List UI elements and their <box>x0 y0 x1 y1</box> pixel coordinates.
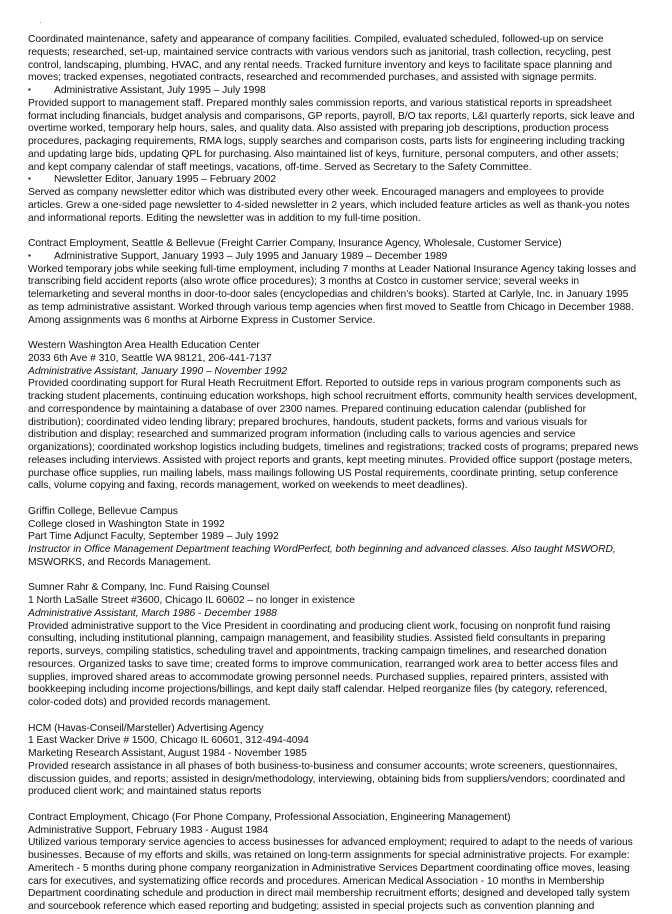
text-line <box>28 442 656 455</box>
line-text: supplies, improved shared areas to accommodate growing personnel needs. Purchased supplies, repaired printers, assisted with <box>28 671 609 683</box>
text-line <box>28 391 656 404</box>
line-text: format including financials, budget analysis and comparisons, GP reports, payroll, B/O tax reports, L&I quarterly reports, sick leave and <box>28 110 635 122</box>
text-line <box>28 850 656 863</box>
line-text: Provided support to management staff. Prepared monthly sales commission reports, and various statistical reports in spreadsheet <box>28 97 612 109</box>
text-line <box>28 238 656 251</box>
text-line <box>28 684 656 697</box>
line-text: color-coded dots) and provided records management. <box>28 697 271 708</box>
text-line <box>28 429 656 442</box>
text-line <box>28 34 656 47</box>
line-text: procedures, packaging requirements, RMA logs, supply searches and comparison costs, parts lists for engineering including tracking <box>28 136 625 147</box>
line-text: Instructor in Office Management Department teaching WordPerfect, both beginning and advanced classes. Also taught MSWORD, <box>28 544 616 555</box>
line-text: and updating large bids, updating QPL for purchasing. Also maintained list of keys, furniture, personal computers, and other assets; <box>28 148 619 160</box>
line-text: 1 East Wacker Drive # 1500, Chicago IL 60601, 312-494-4094 <box>28 735 309 747</box>
line-text: Sumner Rahr & Company, Inc. Fund Raising Counsel <box>28 582 270 594</box>
line-text: moves; tracked expenses, negotiated contracts, researched and recommended purchases, and assisted with signage permits. <box>28 72 597 84</box>
text-line <box>28 123 656 136</box>
text-line <box>28 417 656 430</box>
line-text: control, landscaping, plumbing, HVAC, and any rental needs. Tracked furniture inventory and keys to facilitate space planning and <box>28 59 613 71</box>
text-line <box>28 60 656 73</box>
text-line <box>28 812 656 825</box>
text-line <box>28 735 656 748</box>
text-line <box>28 136 656 149</box>
section-spacer <box>28 493 656 506</box>
line-text: organizations); coordinated workshop logistics including budgets, timelines and registrations; tracked costs of programs; prepared news <box>28 442 639 453</box>
line-text: calls, volume copying and faxing, records management, worked on weekends to meet deadlines). <box>28 480 468 492</box>
bullet-item <box>28 174 656 187</box>
line-text: requests; researched, set-up, maintained service contracts with various vendors such as janitorial, trash collection, recycling, pest <box>28 46 611 58</box>
resume-section <box>28 238 656 327</box>
text-line <box>28 672 656 685</box>
line-text: MSWORKS, and Records Management. <box>28 556 211 568</box>
line-text: 2033 6th Ave # 310, Seattle WA 98121, 206-441-7137 <box>28 352 272 364</box>
text-line <box>28 200 656 213</box>
text-line <box>28 633 656 646</box>
resume-section <box>28 34 656 225</box>
line-text: Contract Employment, Seattle & Bellevue (Freight Carrier Company, Insurance Agency, Wholesale, Customer Service) <box>28 238 562 249</box>
line-text: tracking student placements, continuing education workshops, high school recruitment efforts, community health services development, <box>28 391 638 402</box>
text-line <box>28 98 656 111</box>
resume-page <box>28 34 656 914</box>
text-line <box>28 264 656 277</box>
text-line <box>28 289 656 302</box>
text-line <box>28 213 656 226</box>
line-text: purchase office supplies, run mailing labels, mass mailings following US Postal requirements, coordinate printing, setup conference <box>28 467 619 479</box>
text-line <box>28 595 656 608</box>
line-text: distribution and display; researched and summarized program information (including calls to various agencies and service <box>28 429 576 441</box>
line-text: produced client work; and maintained status reports <box>28 786 262 798</box>
section-spacer <box>28 327 656 340</box>
line-text: Among assignments was 6 months at Airborne Express in Customer Service. <box>28 314 376 326</box>
line-text: Administrative Assistant, March 1986 - December 1988 <box>28 607 277 619</box>
text-line <box>28 748 656 761</box>
line-text: 1 North LaSalle Street #3600, Chicago IL 60602 – no longer in existence <box>28 595 355 606</box>
text-line <box>28 608 656 621</box>
text-line <box>28 302 656 315</box>
line-text: cars for executives, and systematizing office records and procedures. American Medical Association - 10 months in Membership <box>28 875 605 887</box>
text-line <box>28 353 656 366</box>
line-text: businesses. Because of my efforts and skills, was retained on long-term assignments for special administrative projects. For example: <box>28 850 630 861</box>
text-line <box>28 187 656 200</box>
line-text: transcribing field accident reports (also wrote office procedures); 3 months at Costco in customer service; several weeks in <box>28 276 580 288</box>
text-line <box>28 47 656 60</box>
text-line <box>28 786 656 799</box>
line-text: College closed in Washington State in 1992 <box>28 518 225 530</box>
line-text: Griffin College, Bellevue Campus <box>28 505 178 517</box>
line-text: Coordinated maintenance, safety and appearance of company facilities. Compiled, evaluated scheduled, followed-up on service <box>28 34 604 45</box>
line-text: Part Time Adjunct Faculty, September 1989 – July 1992 <box>28 531 279 543</box>
resume-section <box>28 506 656 570</box>
line-text: Ameritech - 5 months during phone company reorganization in Administrative Services Department coordinating office moves, leasing <box>28 862 630 874</box>
resume-section <box>28 723 656 800</box>
resume-section <box>28 582 656 710</box>
text-line <box>28 315 656 328</box>
line-text: and sourcebook reference which eased reporting and budgeting; assisted in special projects such as convention planning and <box>28 901 595 912</box>
text-line <box>28 761 656 774</box>
line-text: Provided research assistance in all phases of both business-to-business and consumer accounts; wrote screeners, questionnaires, <box>28 760 618 772</box>
line-text: telemarketing and several months in door-to-door sales (encyclopedias and children's books). Started at Carlyle, Inc. in January 1995 <box>28 289 629 300</box>
text-line <box>28 366 656 379</box>
text-line <box>28 340 656 353</box>
text-line <box>28 825 656 838</box>
text-line <box>28 162 656 175</box>
bullet-icon <box>28 251 54 264</box>
line-text: Contract Employment, Chicago (For Phone Company, Professional Association, Engineering Management) <box>28 811 511 823</box>
scan-speck <box>40 22 41 23</box>
line-text: Served as company newsletter editor which was distributed every other week. Encouraged managers and employees to provide <box>28 187 605 198</box>
text-line <box>28 519 656 532</box>
line-text: as temp administrative assistant. Worked through various temp agencies when first moved to Seattle from Chicago in December 1988. <box>28 301 634 313</box>
text-line <box>28 723 656 736</box>
line-text: bookkeeping including income projections/billings, and kept daily staff calendar. Helped reorganize files (by category, referenced, <box>28 684 608 696</box>
text-line <box>28 697 656 710</box>
bullet-item <box>28 85 656 98</box>
line-text: discussion guides, and reports; assisted in design/methodology, interviewing, obtaining bids from suppliers/vendors; coordinated and <box>28 773 626 785</box>
text-line <box>28 468 656 481</box>
line-text: Provided administrative support to the Vice President in coordinating and producing client work, focusing on nonprofit fund raising <box>28 620 611 632</box>
line-text: and kept company calendar of staff meetings, vacations, off-time. Served as Secretary to the Safety Committee. <box>28 161 532 173</box>
text-line <box>28 582 656 595</box>
text-line <box>28 378 656 391</box>
text-line <box>28 544 656 557</box>
resume-section <box>28 812 656 914</box>
line-text: Newsletter Editor, January 1995 – February 2002 <box>54 174 277 186</box>
text-line <box>28 531 656 544</box>
line-text: Marketing Research Assistant, August 1984 - November 1985 <box>28 748 307 759</box>
text-line <box>28 149 656 162</box>
text-line <box>28 621 656 634</box>
section-spacer <box>28 225 656 238</box>
text-line <box>28 659 656 672</box>
text-line <box>28 455 656 468</box>
bullet-item <box>28 251 656 264</box>
text-line <box>28 111 656 124</box>
section-spacer <box>28 710 656 723</box>
section-spacer <box>28 570 656 583</box>
text-line <box>28 863 656 876</box>
line-text: articles. Grew a one-sided page newsletter to 4-sided newsletter in 2 years, which included feature articles as well as thank-you notes <box>28 199 630 211</box>
line-text: Utilized various temporary service agencies to access businesses for advanced employment; required to adapt to the needs of various <box>28 837 633 849</box>
text-line <box>28 506 656 519</box>
resume-section <box>28 340 656 493</box>
line-text: Provided coordinating support for Rural Heath Recruitment Effort. Reported to outside reps in various program components such as <box>28 378 621 390</box>
text-line <box>28 837 656 850</box>
text-line <box>28 557 656 570</box>
line-text: Department coordinating schedule and production in direct mail membership recruitment efforts; designed and developed tally system <box>28 888 630 900</box>
line-text: overtime worked, temporary help hours, sales, and quality data. Also assisted with preparing job descriptions, production process <box>28 123 609 135</box>
line-text: releases including interviews. Assisted with project reports and grants, kept meeting minutes. Provided office support (postage meters, <box>28 454 633 466</box>
text-line <box>28 774 656 787</box>
text-line <box>28 480 656 493</box>
text-line <box>28 276 656 289</box>
line-text: consulting, including institutional planning, campaign management, and feasibility studies. Assisted field consultants in preparing <box>28 633 606 645</box>
text-line <box>28 901 656 914</box>
text-line <box>28 72 656 85</box>
line-text: reports, surveys, compiling statistics, scheduling travel and appointments, tracking campaign timelines, and researched donation <box>28 646 607 657</box>
text-line <box>28 888 656 901</box>
section-spacer <box>28 799 656 812</box>
line-text: Administrative Assistant, January 1990 – November 1992 <box>28 365 288 377</box>
line-text: Worked temporary jobs while seeking full-time employment, including 7 months at Leader National Insurance Agency taking losses and <box>28 263 637 275</box>
text-line <box>28 404 656 417</box>
bullet-icon <box>28 85 54 98</box>
line-text: Administrative Support, February 1983 - August 1984 <box>28 824 269 836</box>
text-line <box>28 646 656 659</box>
line-text: and correspondence by maintaining a database of over 2300 names. Prepared continuing education calendar (published for <box>28 403 586 415</box>
line-text: Administrative Assistant, July 1995 – July 1998 <box>54 85 266 96</box>
line-text: distribution); coordinated video lending library; prepared brochures, handouts, student packets, forms and various visuals for <box>28 416 588 428</box>
text-line <box>28 876 656 889</box>
line-text: Western Washington Area Health Education Center <box>28 340 260 351</box>
line-text: and informational reports. Editing the newsletter was in addition to my full-time position. <box>28 212 421 224</box>
line-text: Administrative Support, January 1993 – July 1995 and January 1989 – December 1989 <box>54 250 448 262</box>
line-text: HCM (Havas-Conseil/Marsteller) Advertising Agency <box>28 722 264 734</box>
bullet-icon <box>28 174 54 187</box>
line-text: resources. Organized tasks to save time; created forms to improve communication, rearranged work area to better access files and <box>28 658 618 670</box>
